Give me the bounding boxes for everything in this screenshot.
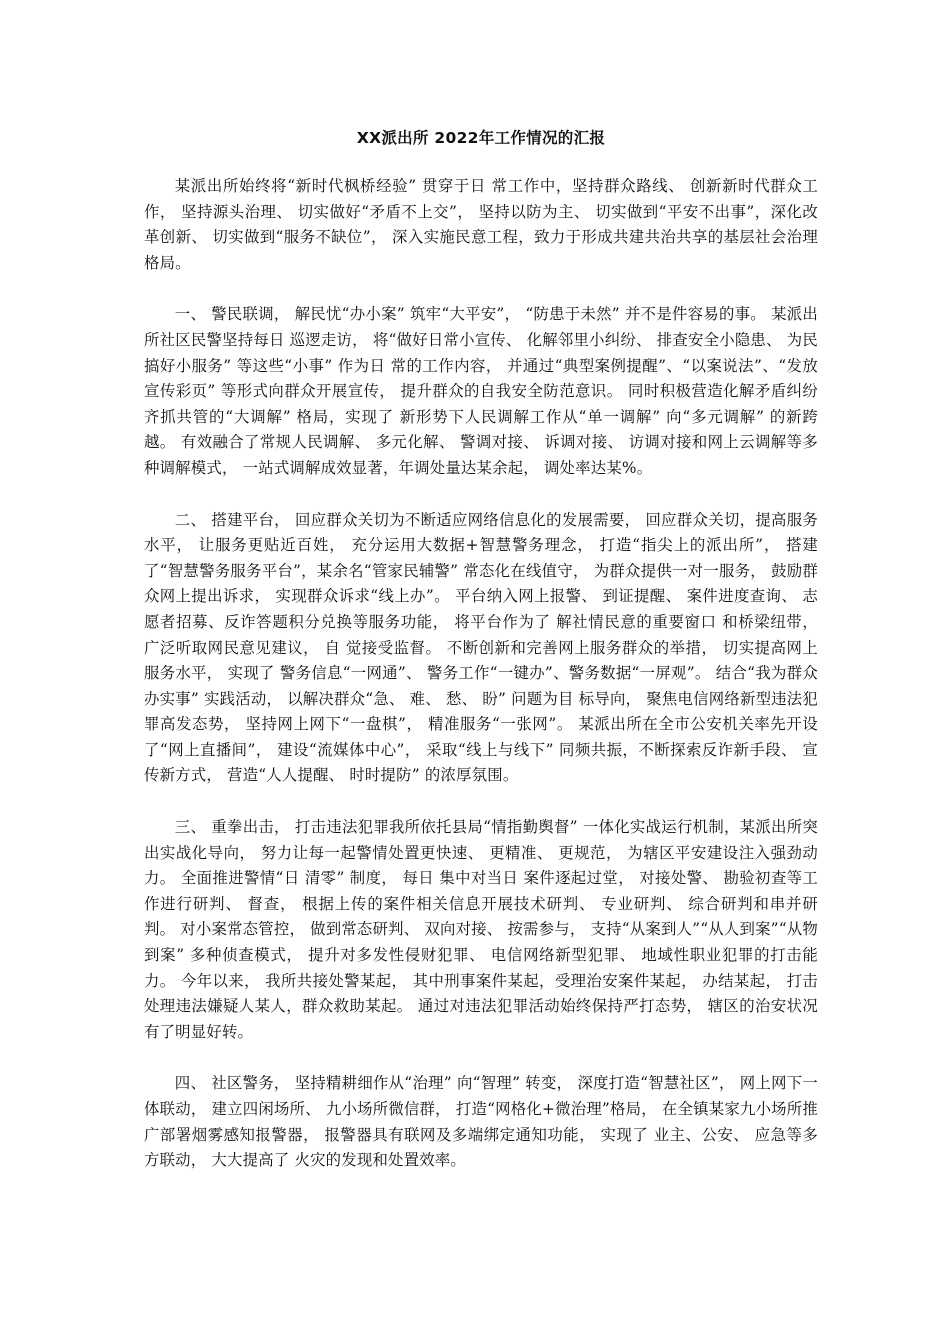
section-4-paragraph: 四、 社区警务， 坚持精耕细作从“治理” 向“智理” 转变， 深度打造“智慧社区”， 网上网下一体联动， 建立四闲场所、 九小场所微信群， 打造“网格化+微治理”格局， 在全镇某家九小场所推广部署烟雾感知报警器， 报警器具有联网及多端绑定通知功能， 实现了 业主、公安、 应急等多方联动， 大大提高了 火灾的发现和处置效率。 [144, 1074, 818, 1170]
document-title: XX派出所 2022年工作情况的汇报 [356, 129, 606, 147]
section-3-paragraph: 三、 重拳出击， 打击违法犯罪我所依托县局“情指勤舆督” 一体化实战运行机制，某派出所突出实战化导向， 努力让每一起警情处置更快速、 更精准、 更规范， 为辖区平安建设注入强劲动力。 全面推进警情“日 清零” 制度， 每日 集中对当日 案件逐起过堂， 对接处警、 勘验初查等工作进行研判、 督查， 根据上传的案件相关信息开展技术研判、 专业研判、 综合研判和串并研判。 对小案常态管控， 做到常态研判、 双向对接、 按需参与， 支持“从案到人”“从人到案”“从物到案” 多种侦查模式， 提升对多发性侵财犯罪、 电信网络新型犯罪、 地域性职业犯罪的打击能力。 今年以来， 我所共接处警某起， 其中刑事案件某起，受理治安案件某起， 办结某起， 打击处理违法嫌疑人某人，群众救助某起。 通过对违法犯罪活动始终保持严打态势， 辖区的治安状况有了明显好转。 [144, 818, 818, 1041]
section-2-paragraph: 二、 搭建平台， 回应群众关切为不断适应网络信息化的发展需要， 回应群众关切，提高服务水平， 让服务更贴近百姓， 充分运用大数据+智慧警务理念， 打造“指尖上的派出所”， 搭建了“智慧警务服务平台”，某余名“管家民辅警” 常态化在线值守， 为群众提供一对一服务， 鼓励群众网上提出诉求， 实现群众诉求“线上办”。 平台纳入网上报警、 到证提醒、 案件进度查询、 志愿者招募、反诈答题积分兑换等服务功能， 将平台作为了 解社情民意的重要窗口 和桥梁纽带， 广泛听取网民意见建议， 自 觉接受监督。 不断创新和完善网上服务群众的举措， 切实提高网上服务水平， 实现了 警务信息“一网通”、 警务工作“一键办”、警务数据“一屏观”。 结合“我为群众办实事” 实践活动， 以解决群众“急、 难、 愁、 盼” 问题为目 标导向， 聚焦电信网络新型违法犯罪高发态势， 坚持网上网下“一盘棋”， 精准服务“一张网”。 某派出所在全市公安机关率先开设了“网上直播间”， 建设“流媒体中心”， 采取“线上与线下” 同频共振，不断探索反诈新手段、 宣传新方式， 营造“人人提醒、 时时提防” 的浓厚氛围。 [144, 510, 818, 785]
intro-paragraph: 某派出所始终将“新时代枫桥经验” 贯穿于日 常工作中，坚持群众路线、 创新新时代群众工作， 坚持源头治理、 切实做好“矛盾不上交”， 坚持以防为主、 切实做到“平安不出事”，深化改革创新、 切实做到“服务不缺位”， 深入实施民意工程，致力于形成共建共治共享的基层社会治理格局。 [144, 177, 818, 272]
section-1-paragraph: 一、 警民联调， 解民忧“办小案” 筑牢“大平安”， “防患于未然” 并不是件容易的事。 某派出所社区民警坚持每日 巡逻走访， 将“做好日常小宣传、 化解邻里小纠纷、 排查安全小隐患、 为民搞好小服务” 等这些“小事” 作为日 常的工作内容， 并通过“典型案例提醒”、“以案说法”、“发放宣传彩页” 等形式向群众开展宣传， 提升群众的自我安全防范意识。 同时积极营造化解矛盾纠纷齐抓共管的“大调解” 格局，实现了 新形势下人民调解工作从“单一调解” 向“多元调解” 的新跨越。 有效融合了常规人民调解、 多元化解、 警调对接、 诉调对接、 访调对接和网上云调解等多种调解模式， 一站式调解成效显著，年调处量达某余起， 调处率达某%。 [144, 305, 818, 477]
